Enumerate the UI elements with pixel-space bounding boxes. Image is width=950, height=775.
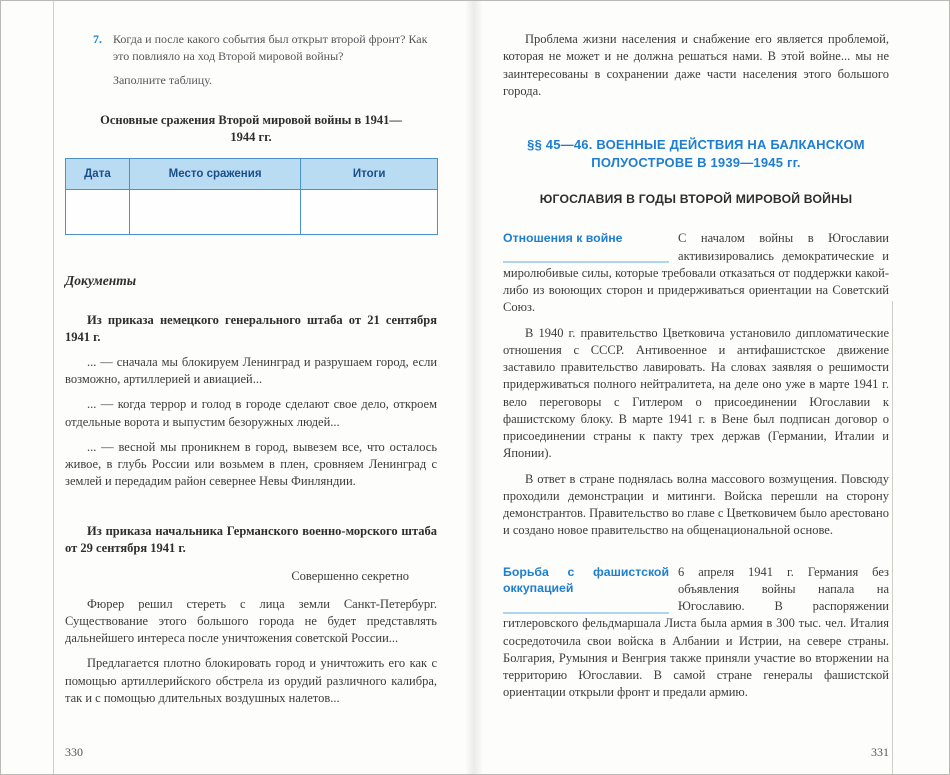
- question-block: [93, 31, 445, 64]
- margin-heading: Борьба с фашистской оккупацией: [503, 564, 669, 614]
- page-number-left: 330: [65, 745, 83, 759]
- document-1-paragraph: ... — сначала мы блокируем Ленинград и разрушаем город, если возможно, артиллерией и авиацией...: [65, 354, 438, 387]
- section-paragraph: [503, 230, 889, 316]
- question-instruction: Заполните таблицу.: [113, 73, 212, 88]
- document-1-paragraph: ... — когда террор и голод в городе сделают свое дело, откроем отдельные ворота и выпустим безоружных людей...: [65, 397, 438, 429]
- section-paragraph: [503, 564, 889, 702]
- document-2-title: Из приказа начальника Германского военно-морского штаба от 29 сентября 1941 г.: [65, 523, 438, 555]
- section-heading: §§ 45—46. ВОЕННЫЕ ДЕЙСТВИЯ НА БАЛКАНСКОМ ПОЛУОСТРОВЕ В 1939—1945 гг.: [527, 137, 865, 171]
- table-header-row: [66, 158, 438, 189]
- section-fight-against-occupation: [503, 564, 889, 702]
- table-title: Основные сражения Второй мировой войны в 1941—1944 гг.: [100, 113, 402, 144]
- table-cell-date: [66, 189, 130, 234]
- table-row: [66, 189, 438, 234]
- chapter-heading: ЮГОСЛАВИЯ В ГОДЫ ВТОРОЙ МИРОВОЙ ВОЙНЫ: [539, 192, 853, 207]
- paragraph-text: С началом войны в Югославии активизировались демократические и миролюбивые силы, которые требовали отказаться от поддержки какой-либо из воюющих сторон и придерживаться ориентации на Советский Союз.: [503, 231, 889, 315]
- question-text: Когда и после какого события был открыт второй фронт? Как это повлияло на ход Второй мировой войны?: [113, 32, 428, 63]
- right-page: [475, 1, 949, 775]
- page-number-right: 331: [871, 745, 889, 759]
- margin-heading: Отношения к войне: [503, 230, 669, 263]
- document-1-title: Из приказа немецкого генерального штаба от 21 сентября 1941 г.: [65, 312, 438, 344]
- table-header-place: Место сражения: [129, 158, 301, 189]
- question-number: 7.: [93, 32, 102, 46]
- table-header-date: Дата: [66, 158, 130, 189]
- document-1-paragraph: ... — весной мы проникнем в город, вывезем все, что осталось живое, в глубь России или возьмем в плен, сровняем Ленинград с землей и передадим район севернее Невы Финляндии.: [65, 439, 438, 489]
- left-page: [1, 1, 475, 775]
- table-header-result: Итоги: [301, 158, 438, 189]
- table-cell-place: [129, 189, 301, 234]
- section-paragraph: В ответ в стране поднялась волна массового возмущения. Повсюду проходили демонстрации и митинги. Войска перешли на сторону демонстрантов. Правительство во главе с Цветковичем было арестовано и создано новое правительство на общенациональной основе.: [503, 471, 889, 538]
- battles-table: [65, 158, 438, 235]
- document-2-paragraph: Фюрер решил стереть с лица земли Санкт-Петербург. Существование этого большого города не будет представлять дальнейшего интереса после уничтожения советской России...: [65, 596, 438, 646]
- table-cell-result: [301, 189, 438, 234]
- documents-heading: Документы: [65, 272, 137, 288]
- paragraph-text: 6 апреля 1941 г. Германия без объявления войны напала на Югославию. В распоряжении гитлеровского фельдмаршала Листа была армия в 300 тыс. чел. Италия сосредоточила свои войска в Албании и Истрии, на севере страны. Болгария, Румыния и Венгрия также приняли участие во вторжении на территорию Югославии. В самой стране генералы фашистской ориентации открыли фронт и предали армию.: [503, 564, 889, 700]
- section-paragraph: В 1940 г. правительство Цветковича установило дипломатические отношения с СССР. Антивоенное и антифашистское движение заставило правительство лавировать. На словах заявляя о решимости придерживаться полного нейтралитета, на деле оно уже в марте 1941 г. вело переговоры с Гитлером о присоединении Югославии к фашистскому блоку. В марте 1941 г. в Вене был подписан договор о присоединении страны к пакту трех держав (Германии, Италии и Японии).: [503, 325, 889, 461]
- document-2-paragraph: Предлагается плотно блокировать город и уничтожить его как с помощью артиллерийского обстрела из орудий различного калибра, так и с помощью длительных воздушных налетов...: [65, 656, 438, 705]
- classification-label: Совершенно секретно: [291, 568, 410, 583]
- section-relation-to-war: [503, 230, 889, 539]
- continuation-paragraph: Проблема жизни населения и снабжение его является проблемой, которая не может и не должна решаться нами. В этой войне... мы не заинтересованы в сохранении даже части населения этого большого города.: [503, 32, 889, 98]
